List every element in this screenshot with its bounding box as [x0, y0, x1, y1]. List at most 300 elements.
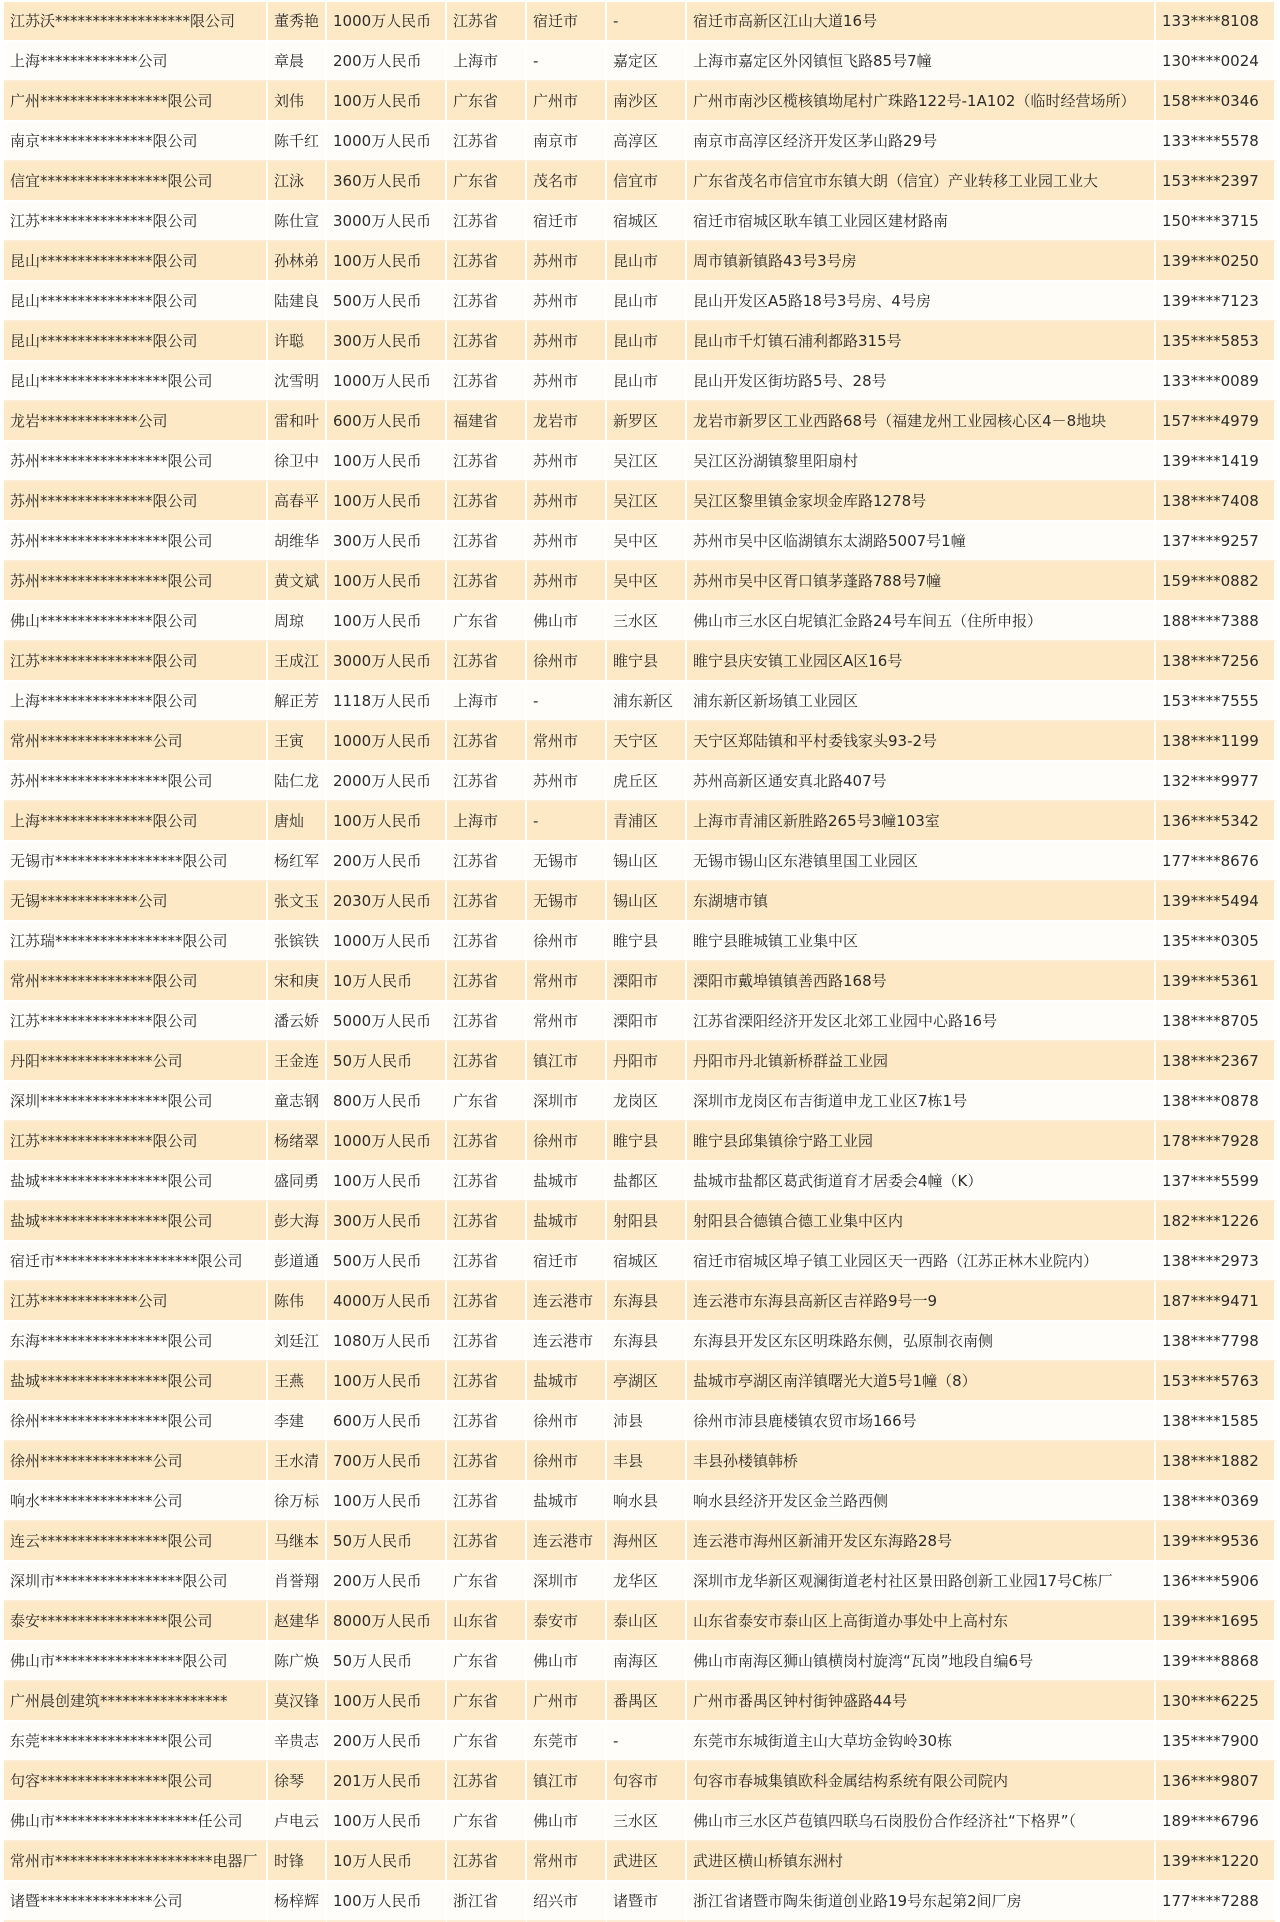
address-cell: 苏州市吴中区胥口镇茅蓬路788号7幢 [687, 562, 1156, 602]
province-cell: 广东省 [447, 602, 527, 642]
city-cell: 龙岩市 [527, 402, 607, 442]
registered-capital-cell: 100万人民币 [327, 802, 447, 842]
address-cell: 睢宁县睢城镇工业集中区 [687, 922, 1156, 962]
address-cell: 连云港市海州区新浦开发区东海路28号 [687, 1522, 1156, 1562]
registered-capital-cell: 200万人民币 [327, 1562, 447, 1602]
district-cell: 锡山区 [607, 882, 687, 922]
address-cell: 南京市高淳区经济开发区茅山路29号 [687, 122, 1156, 162]
province-cell: 广东省 [447, 1722, 527, 1762]
city-cell: 深圳市 [527, 1562, 607, 1602]
table-row [4, 1082, 1276, 1122]
table-row [4, 1482, 1276, 1522]
city-cell: 镇江市 [527, 1762, 607, 1802]
registered-capital-cell: 1000万人民币 [327, 722, 447, 762]
legal-person-cell: 许聪 [268, 322, 327, 362]
registered-capital-cell: 300万人民币 [327, 1202, 447, 1242]
city-cell: 徐州市 [527, 642, 607, 682]
company-name-cell: 南京***************限公司 [4, 122, 268, 162]
table-body [4, 2, 1276, 1922]
city-cell: 佛山市 [527, 1642, 607, 1682]
registered-capital-cell: 500万人民币 [327, 282, 447, 322]
address-cell: 广州市番禺区钟村街钟盛路44号 [687, 1682, 1156, 1722]
table-row [4, 202, 1276, 242]
table-row [4, 762, 1276, 802]
city-cell: 镇江市 [527, 1042, 607, 1082]
registered-capital-cell: 100万人民币 [327, 1482, 447, 1522]
address-cell: 武进区横山桥镇东洲村 [687, 1842, 1156, 1882]
district-cell: 丰县 [607, 1442, 687, 1482]
province-cell: 广东省 [447, 162, 527, 202]
district-cell: 新罗区 [607, 402, 687, 442]
company-name-cell: 无锡市*****************限公司 [4, 842, 268, 882]
phone-cell: 177****7288 [1156, 1882, 1276, 1922]
table-row [4, 1042, 1276, 1082]
district-cell: 嘉定区 [607, 42, 687, 82]
district-cell: 泰山区 [607, 1602, 687, 1642]
registered-capital-cell: 500万人民币 [327, 1242, 447, 1282]
company-name-cell: 苏州*****************限公司 [4, 762, 268, 802]
company-name-cell: 上海***************限公司 [4, 802, 268, 842]
registered-capital-cell: 200万人民币 [327, 842, 447, 882]
phone-cell: 188****7388 [1156, 602, 1276, 642]
address-cell: 天宁区郑陆镇和平村委钱家头93-2号 [687, 722, 1156, 762]
legal-person-cell: 陆建良 [268, 282, 327, 322]
company-name-cell: 连云*****************限公司 [4, 1522, 268, 1562]
phone-cell: 138****8705 [1156, 1002, 1276, 1042]
address-cell: 射阳县合德镇合德工业集中区内 [687, 1202, 1156, 1242]
address-cell: 上海市青浦区新胜路265号3幢103室 [687, 802, 1156, 842]
province-cell: 广东省 [447, 1082, 527, 1122]
legal-person-cell: 沈雪明 [268, 362, 327, 402]
registered-capital-cell: 100万人民币 [327, 1802, 447, 1842]
legal-person-cell: 赵建华 [268, 1602, 327, 1642]
address-cell: 佛山市南海区狮山镇横岗村旋湾“瓦岗”地段自编6号 [687, 1642, 1156, 1682]
legal-person-cell: 解正芳 [268, 682, 327, 722]
table-row [4, 442, 1276, 482]
city-cell: 盐城市 [527, 1362, 607, 1402]
city-cell: 连云港市 [527, 1282, 607, 1322]
district-cell: 三水区 [607, 602, 687, 642]
province-cell: 江苏省 [447, 962, 527, 1002]
city-cell: 佛山市 [527, 602, 607, 642]
table-row [4, 602, 1276, 642]
registered-capital-cell: 200万人民币 [327, 42, 447, 82]
registered-capital-cell: 300万人民币 [327, 322, 447, 362]
district-cell: 南沙区 [607, 82, 687, 122]
address-cell: 佛山市三水区白坭镇汇金路24号车间五（住所申报） [687, 602, 1156, 642]
phone-cell: 159****0882 [1156, 562, 1276, 602]
registered-capital-cell: 3000万人民币 [327, 642, 447, 682]
table-row [4, 1322, 1276, 1362]
legal-person-cell: 刘廷江 [268, 1322, 327, 1362]
registered-capital-cell: 8000万人民币 [327, 1602, 447, 1642]
table-row [4, 1282, 1276, 1322]
district-cell: 句容市 [607, 1762, 687, 1802]
legal-person-cell: 杨绪翠 [268, 1122, 327, 1162]
city-cell: 宿迁市 [527, 1242, 607, 1282]
registered-capital-cell: 1000万人民币 [327, 922, 447, 962]
company-name-cell: 盐城*****************限公司 [4, 1362, 268, 1402]
legal-person-cell: 时锋 [268, 1842, 327, 1882]
province-cell: 江苏省 [447, 322, 527, 362]
district-cell: 诸暨市 [607, 1882, 687, 1922]
address-cell: 东湖塘市镇 [687, 882, 1156, 922]
legal-person-cell: 章晨 [268, 42, 327, 82]
province-cell: 江苏省 [447, 1202, 527, 1242]
district-cell: 高淳区 [607, 122, 687, 162]
legal-person-cell: 陈仕宣 [268, 202, 327, 242]
table-row [4, 1602, 1276, 1642]
phone-cell: 135****5853 [1156, 322, 1276, 362]
table-row [4, 1442, 1276, 1482]
city-cell: 无锡市 [527, 882, 607, 922]
table-row [4, 882, 1276, 922]
address-cell: 宿迁市高新区江山大道16号 [687, 2, 1156, 42]
city-cell: - [527, 42, 607, 82]
address-cell: 无锡市锡山区东港镇里国工业园区 [687, 842, 1156, 882]
legal-person-cell: 李建 [268, 1402, 327, 1442]
company-name-cell: 盐城*****************限公司 [4, 1162, 268, 1202]
company-name-cell: 诸暨***************公司 [4, 1882, 268, 1922]
registered-capital-cell: 600万人民币 [327, 402, 447, 442]
table-row [4, 1202, 1276, 1242]
company-name-cell: 江苏***************限公司 [4, 1122, 268, 1162]
company-name-cell: 昆山***************限公司 [4, 242, 268, 282]
province-cell: 江苏省 [447, 1522, 527, 1562]
province-cell: 江苏省 [447, 1762, 527, 1802]
city-cell: 绍兴市 [527, 1882, 607, 1922]
legal-person-cell: 孙林弟 [268, 242, 327, 282]
city-cell: 苏州市 [527, 282, 607, 322]
address-cell: 苏州高新区通安真北路407号 [687, 762, 1156, 802]
phone-cell: 139****8868 [1156, 1642, 1276, 1682]
district-cell: 盐都区 [607, 1162, 687, 1202]
province-cell: 江苏省 [447, 562, 527, 602]
city-cell: 连云港市 [527, 1522, 607, 1562]
legal-person-cell: 陈伟 [268, 1282, 327, 1322]
company-name-cell: 苏州*****************限公司 [4, 562, 268, 602]
address-cell: 山东省泰安市泰山区上高街道办事处中上高村东 [687, 1602, 1156, 1642]
table-row [4, 1562, 1276, 1602]
province-cell: 江苏省 [447, 1442, 527, 1482]
company-table [4, 2, 1276, 1922]
legal-person-cell: 陈千红 [268, 122, 327, 162]
company-name-cell: 徐州***************公司 [4, 1442, 268, 1482]
address-cell: 佛山市三水区芦苞镇四联乌石岗股份合作经济社“下格界”（ [687, 1802, 1156, 1842]
company-name-cell: 上海*************公司 [4, 42, 268, 82]
district-cell: 武进区 [607, 1842, 687, 1882]
phone-cell: 138****1199 [1156, 722, 1276, 762]
district-cell: 睢宁县 [607, 922, 687, 962]
registered-capital-cell: 50万人民币 [327, 1642, 447, 1682]
city-cell: 常州市 [527, 962, 607, 1002]
phone-cell: 139****1220 [1156, 1842, 1276, 1882]
legal-person-cell: 辛贵志 [268, 1722, 327, 1762]
address-cell: 丹阳市丹北镇新桥群益工业园 [687, 1042, 1156, 1082]
city-cell: 苏州市 [527, 322, 607, 362]
table-row [4, 1522, 1276, 1562]
city-cell: 徐州市 [527, 922, 607, 962]
city-cell: 苏州市 [527, 522, 607, 562]
phone-cell: 137****5599 [1156, 1162, 1276, 1202]
city-cell: 无锡市 [527, 842, 607, 882]
city-cell: 苏州市 [527, 562, 607, 602]
legal-person-cell: 王金连 [268, 1042, 327, 1082]
province-cell: 江苏省 [447, 1282, 527, 1322]
province-cell: 江苏省 [447, 522, 527, 562]
registered-capital-cell: 700万人民币 [327, 1442, 447, 1482]
registered-capital-cell: 100万人民币 [327, 482, 447, 522]
phone-cell: 150****3715 [1156, 202, 1276, 242]
province-cell: 江苏省 [447, 2, 527, 42]
table-row [4, 2, 1276, 42]
district-cell: 昆山市 [607, 362, 687, 402]
table-row [4, 842, 1276, 882]
address-cell: 广州市南沙区榄核镇坳尾村广珠路122号-1A102（临时经营场所） [687, 82, 1156, 122]
district-cell: 吴中区 [607, 562, 687, 602]
legal-person-cell: 张文玉 [268, 882, 327, 922]
table-row [4, 962, 1276, 1002]
company-name-cell: 江苏***************限公司 [4, 202, 268, 242]
province-cell: 江苏省 [447, 922, 527, 962]
company-name-cell: 广州晨创建筑***************** [4, 1682, 268, 1722]
province-cell: 广东省 [447, 1802, 527, 1842]
city-cell: 苏州市 [527, 762, 607, 802]
province-cell: 江苏省 [447, 1842, 527, 1882]
company-name-cell: 苏州*****************限公司 [4, 522, 268, 562]
address-cell: 睢宁县庆安镇工业园区A区16号 [687, 642, 1156, 682]
table-row [4, 722, 1276, 762]
phone-cell: 136****5342 [1156, 802, 1276, 842]
province-cell: 江苏省 [447, 1482, 527, 1522]
legal-person-cell: 高春平 [268, 482, 327, 522]
address-cell: 昆山开发区A5路18号3号房、4号房 [687, 282, 1156, 322]
table-row [4, 1362, 1276, 1402]
address-cell: 响水县经济开发区金兰路西侧 [687, 1482, 1156, 1522]
registered-capital-cell: 1000万人民币 [327, 2, 447, 42]
company-name-cell: 宿迁市*******************限公司 [4, 1242, 268, 1282]
legal-person-cell: 宋和庚 [268, 962, 327, 1002]
company-name-cell: 苏州***************限公司 [4, 482, 268, 522]
address-cell: 广东省茂名市信宜市东镇大朗（信宜）产业转移工业园工业大 [687, 162, 1156, 202]
district-cell: 昆山市 [607, 242, 687, 282]
legal-person-cell: 徐卫中 [268, 442, 327, 482]
phone-cell: 139****5361 [1156, 962, 1276, 1002]
address-cell: 丰县孙楼镇韩桥 [687, 1442, 1156, 1482]
city-cell: 苏州市 [527, 482, 607, 522]
phone-cell: 139****1695 [1156, 1602, 1276, 1642]
phone-cell: 138****7798 [1156, 1322, 1276, 1362]
phone-cell: 138****7256 [1156, 642, 1276, 682]
district-cell: - [607, 2, 687, 42]
legal-person-cell: 张镔铁 [268, 922, 327, 962]
registered-capital-cell: 4000万人民币 [327, 1282, 447, 1322]
province-cell: 福建省 [447, 402, 527, 442]
province-cell: 广东省 [447, 82, 527, 122]
address-cell: 宿迁市宿城区耿车镇工业园区建材路南 [687, 202, 1156, 242]
table-row [4, 1722, 1276, 1762]
company-name-cell: 昆山***************限公司 [4, 282, 268, 322]
company-name-cell: 东海*****************限公司 [4, 1322, 268, 1362]
table-row [4, 162, 1276, 202]
company-name-cell: 江苏沃******************限公司 [4, 2, 268, 42]
address-cell: 盐城市盐都区葛武街道育才居委会4幢（K） [687, 1162, 1156, 1202]
address-cell: 连云港市东海县高新区吉祥路9号一9 [687, 1282, 1156, 1322]
phone-cell: 139****9536 [1156, 1522, 1276, 1562]
province-cell: 江苏省 [447, 1042, 527, 1082]
phone-cell: 135****0305 [1156, 922, 1276, 962]
registered-capital-cell: 2000万人民币 [327, 762, 447, 802]
province-cell: 山东省 [447, 1602, 527, 1642]
province-cell: 江苏省 [447, 1402, 527, 1442]
company-name-cell: 深圳市*****************限公司 [4, 1562, 268, 1602]
province-cell: 江苏省 [447, 762, 527, 802]
table-row [4, 42, 1276, 82]
company-name-cell: 丹阳***************公司 [4, 1042, 268, 1082]
province-cell: 江苏省 [447, 882, 527, 922]
table-row [4, 522, 1276, 562]
province-cell: 江苏省 [447, 1002, 527, 1042]
registered-capital-cell: 600万人民币 [327, 1402, 447, 1442]
district-cell: 吴江区 [607, 442, 687, 482]
registered-capital-cell: 201万人民币 [327, 1762, 447, 1802]
phone-cell: 138****2367 [1156, 1042, 1276, 1082]
company-name-cell: 句容*****************限公司 [4, 1762, 268, 1802]
registered-capital-cell: 50万人民币 [327, 1042, 447, 1082]
registered-capital-cell: 100万人民币 [327, 1362, 447, 1402]
table-row [4, 1122, 1276, 1162]
city-cell: - [527, 682, 607, 722]
district-cell: 东海县 [607, 1322, 687, 1362]
table-row [4, 122, 1276, 162]
district-cell: 宿城区 [607, 1242, 687, 1282]
table-row [4, 362, 1276, 402]
table-row [4, 1402, 1276, 1442]
registered-capital-cell: 50万人民币 [327, 1522, 447, 1562]
city-cell: 常州市 [527, 1002, 607, 1042]
province-cell: 江苏省 [447, 442, 527, 482]
address-cell: 江苏省溧阳经济开发区北郊工业园中心路16号 [687, 1002, 1156, 1042]
legal-person-cell: 周琼 [268, 602, 327, 642]
address-cell: 深圳市龙华新区观澜街道老村社区景田路创新工业园17号C栋厂 [687, 1562, 1156, 1602]
province-cell: 上海市 [447, 682, 527, 722]
company-name-cell: 昆山***************限公司 [4, 322, 268, 362]
city-cell: 苏州市 [527, 242, 607, 282]
phone-cell: 136****9807 [1156, 1762, 1276, 1802]
legal-person-cell: 莫汉锋 [268, 1682, 327, 1722]
legal-person-cell: 江泳 [268, 162, 327, 202]
address-cell: 昆山开发区街坊路5号、28号 [687, 362, 1156, 402]
phone-cell: 138****0369 [1156, 1482, 1276, 1522]
legal-person-cell: 王寅 [268, 722, 327, 762]
legal-person-cell: 潘云娇 [268, 1002, 327, 1042]
registered-capital-cell: 10万人民币 [327, 1842, 447, 1882]
table-row [4, 1242, 1276, 1282]
phone-cell: 137****9257 [1156, 522, 1276, 562]
legal-person-cell: 刘伟 [268, 82, 327, 122]
table-row [4, 1642, 1276, 1682]
city-cell: 广州市 [527, 82, 607, 122]
district-cell: 东海县 [607, 1282, 687, 1322]
phone-cell: 133****5578 [1156, 122, 1276, 162]
city-cell: 宿迁市 [527, 2, 607, 42]
city-cell: 宿迁市 [527, 202, 607, 242]
legal-person-cell: 杨梓辉 [268, 1882, 327, 1922]
city-cell: 徐州市 [527, 1402, 607, 1442]
province-cell: 江苏省 [447, 642, 527, 682]
company-name-cell: 广州*****************限公司 [4, 82, 268, 122]
phone-cell: 136****5906 [1156, 1562, 1276, 1602]
registered-capital-cell: 1000万人民币 [327, 362, 447, 402]
phone-cell: 182****1226 [1156, 1202, 1276, 1242]
table-row [4, 1842, 1276, 1882]
phone-cell: 153****5763 [1156, 1362, 1276, 1402]
phone-cell: 133****0089 [1156, 362, 1276, 402]
registered-capital-cell: 1118万人民币 [327, 682, 447, 722]
address-cell: 浙江省诸暨市陶朱街道创业路19号东起第2间厂房 [687, 1882, 1156, 1922]
district-cell: 吴中区 [607, 522, 687, 562]
district-cell: 虎丘区 [607, 762, 687, 802]
registered-capital-cell: 100万人民币 [327, 562, 447, 602]
address-cell: 句容市春城集镇欧科金属结构系统有限公司院内 [687, 1762, 1156, 1802]
phone-cell: 177****8676 [1156, 842, 1276, 882]
company-name-cell: 常州***************限公司 [4, 962, 268, 1002]
phone-cell: 139****0250 [1156, 242, 1276, 282]
legal-person-cell: 马继本 [268, 1522, 327, 1562]
company-name-cell: 江苏瑞*****************限公司 [4, 922, 268, 962]
company-name-cell: 江苏***************限公司 [4, 642, 268, 682]
address-cell: 徐州市沛县鹿楼镇农贸市场166号 [687, 1402, 1156, 1442]
district-cell: 锡山区 [607, 842, 687, 882]
company-name-cell: 泰安*****************限公司 [4, 1602, 268, 1642]
district-cell: 龙华区 [607, 1562, 687, 1602]
phone-cell: 178****7928 [1156, 1122, 1276, 1162]
table-row [4, 1682, 1276, 1722]
phone-cell: 133****8108 [1156, 2, 1276, 42]
table-row [4, 1162, 1276, 1202]
legal-person-cell: 胡维华 [268, 522, 327, 562]
province-cell: 江苏省 [447, 1162, 527, 1202]
address-cell: 昆山市千灯镇石浦利都路315号 [687, 322, 1156, 362]
district-cell: 浦东新区 [607, 682, 687, 722]
city-cell: 广州市 [527, 1682, 607, 1722]
registered-capital-cell: 3000万人民币 [327, 202, 447, 242]
legal-person-cell: 董秀艳 [268, 2, 327, 42]
company-name-cell: 常州市*********************电器厂 [4, 1842, 268, 1882]
district-cell: 睢宁县 [607, 1122, 687, 1162]
city-cell: 苏州市 [527, 442, 607, 482]
registered-capital-cell: 100万人民币 [327, 602, 447, 642]
table-row [4, 1802, 1276, 1842]
legal-person-cell: 肖誉翔 [268, 1562, 327, 1602]
company-name-cell: 徐州*****************限公司 [4, 1402, 268, 1442]
registered-capital-cell: 5000万人民币 [327, 1002, 447, 1042]
phone-cell: 189****6796 [1156, 1802, 1276, 1842]
district-cell: 宿城区 [607, 202, 687, 242]
province-cell: 江苏省 [447, 482, 527, 522]
table-row [4, 322, 1276, 362]
address-cell: 东海县开发区东区明珠路东侧，弘原制衣南侧 [687, 1322, 1156, 1362]
city-cell: 南京市 [527, 122, 607, 162]
table-row [4, 642, 1276, 682]
company-name-cell: 江苏***************限公司 [4, 1002, 268, 1042]
company-name-cell: 龙岩*************公司 [4, 402, 268, 442]
city-cell: 深圳市 [527, 1082, 607, 1122]
district-cell: 丹阳市 [607, 1042, 687, 1082]
legal-person-cell: 王成江 [268, 642, 327, 682]
address-cell: 宿迁市宿城区埠子镇工业园区天一西路（江苏正林木业院内） [687, 1242, 1156, 1282]
legal-person-cell: 童志钢 [268, 1082, 327, 1122]
